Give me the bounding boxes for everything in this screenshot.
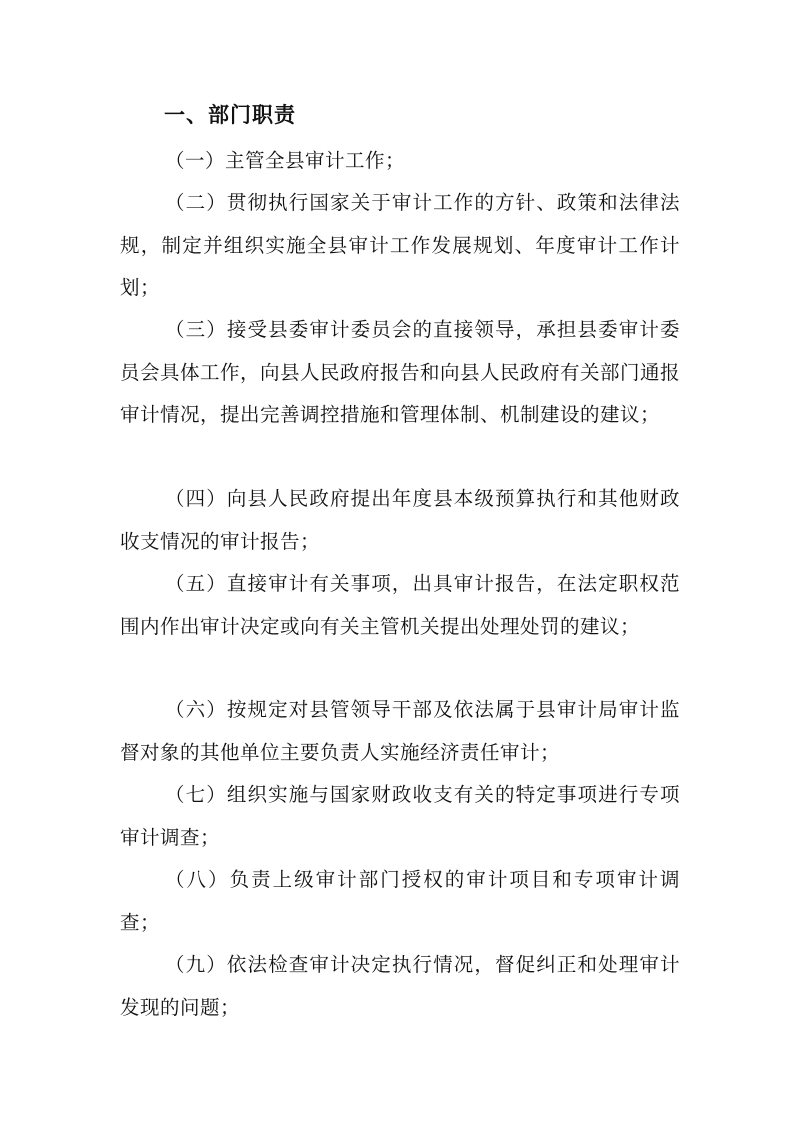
section-heading: 一、部门职责 — [164, 103, 296, 127]
duty-item-1: （一）主管全县审计工作； — [165, 149, 406, 172]
duty-item-8: （八）负责上级审计部门授权的审计项目和专项审计调查； — [120, 868, 680, 934]
duty-item-7: （七）组织实施与国家财政收支有关的特定事项进行专项审计调查； — [120, 783, 680, 849]
duty-item-3: （三）接受县委审计委员会的直接领导，承担县委审计委员会具体工作，向县人民政府报告和向县人民政府有关部门通报审计情况，提出完善调控措施和管理体制、机制建设的建议； — [120, 318, 681, 426]
duty-item-6: （六）按规定对县管领导干部及依法属于县审计局审计监督对象的其他单位主要负责人实施经济责任审计； — [120, 698, 680, 764]
duty-item-9: （九）依法检查审计决定执行情况，督促纠正和处理审计发现的问题； — [120, 953, 680, 1019]
duty-item-4: （四）向县人民政府提出年度县本级预算执行和其他财政收支情况的审计报告； — [120, 487, 680, 553]
duty-item-5: （五）直接审计有关事项，出具审计报告，在法定职权范围内作出审计决定或向有关主管机关提出处理处罚的建议； — [120, 572, 680, 638]
duty-item-2: （二）贯彻执行国家关于审计工作的方针、政策和法律法规，制定并组织实施全县审计工作发展规划、年度审计工作计划； — [120, 191, 680, 299]
